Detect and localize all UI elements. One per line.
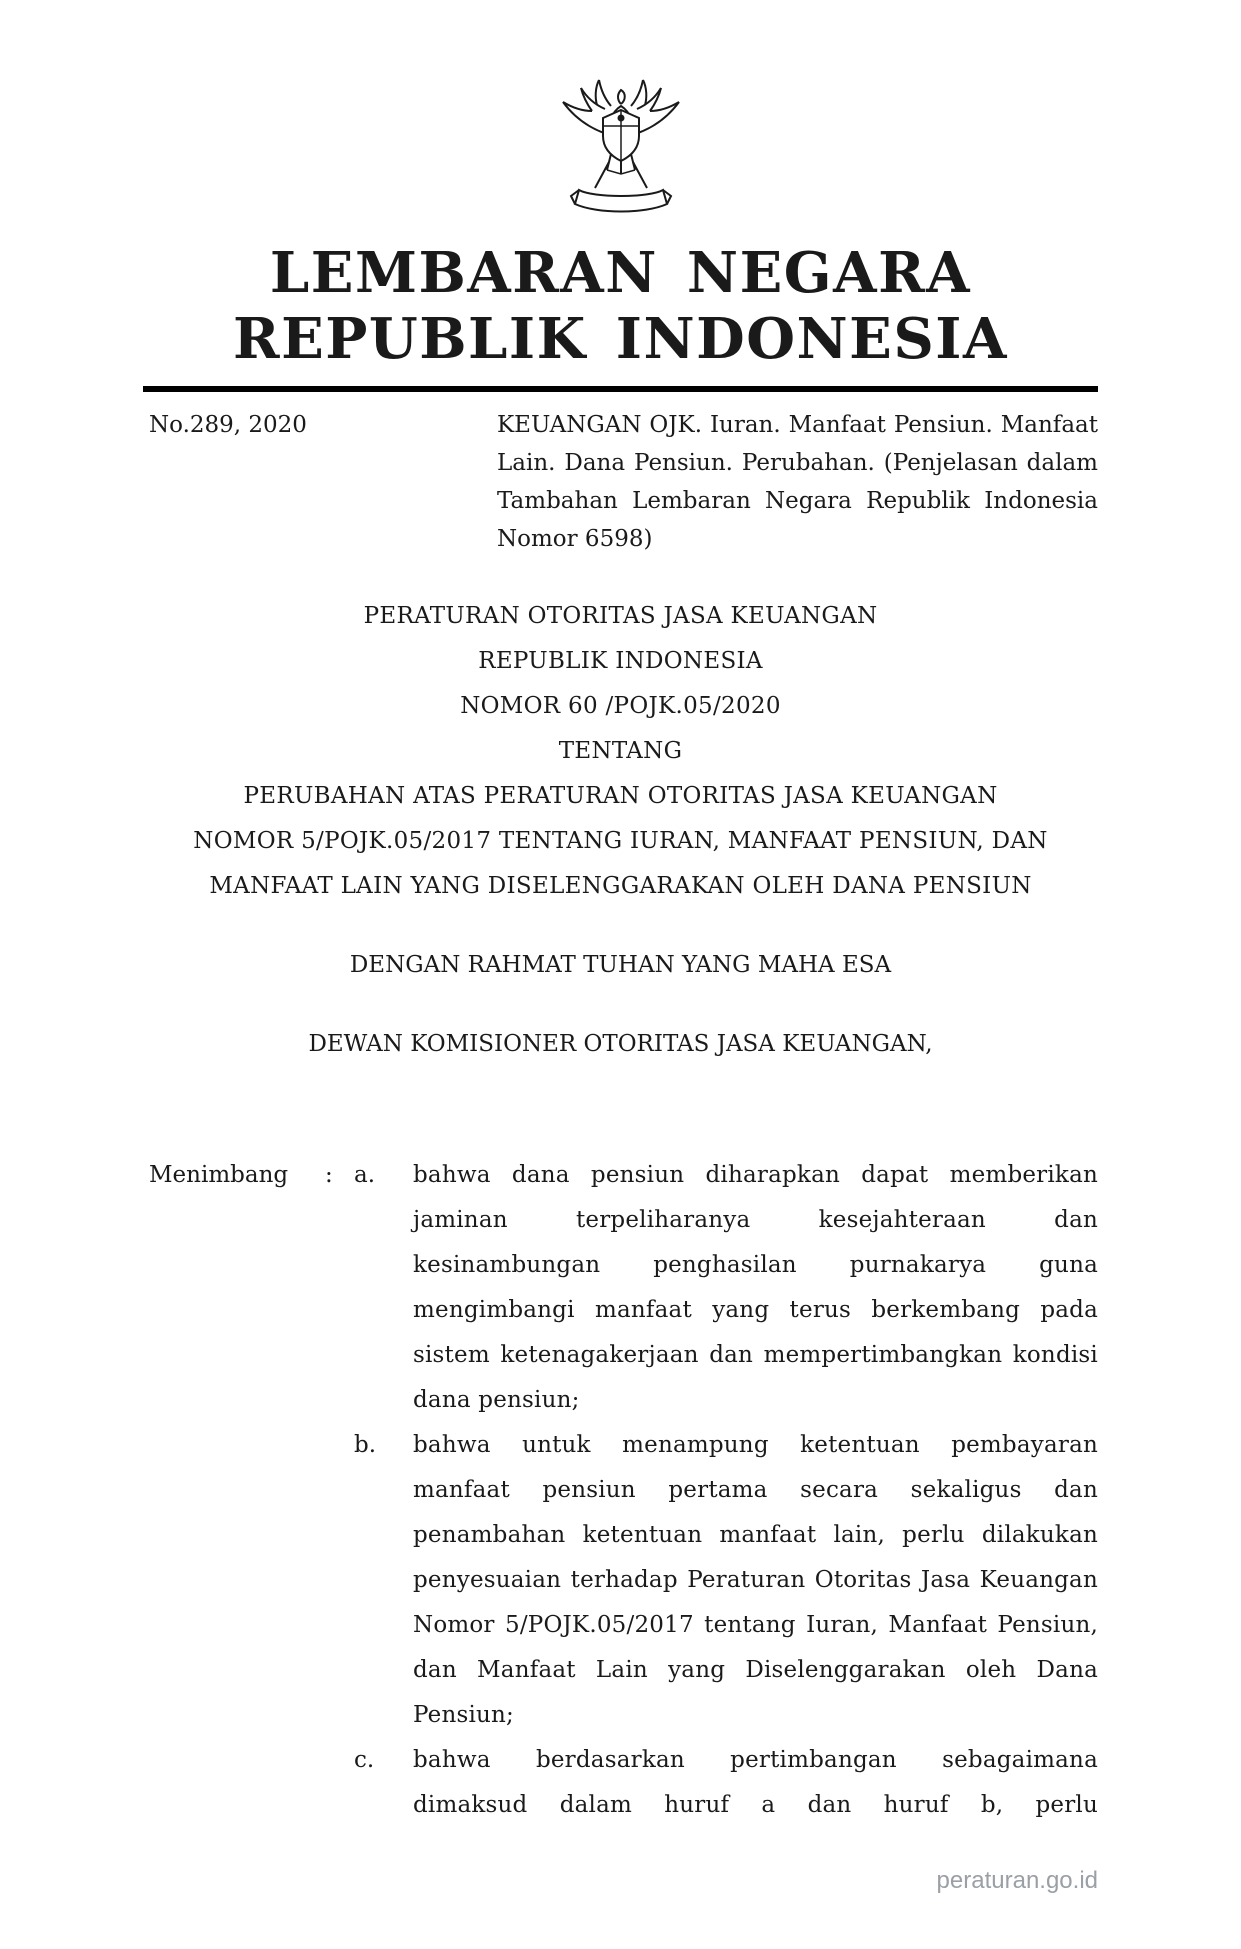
invocation-line: DENGAN RAHMAT TUHAN YANG MAHA ESA xyxy=(349,952,892,978)
authority-line: DEWAN KOMISIONER OTORITAS JASA KEUANGAN, xyxy=(308,1031,933,1057)
item-text-c: bahwa berdasarkan pertimbangan sebagaimana dimaksud dalam huruf a dan huruf b, perlu xyxy=(413,1747,1098,1818)
masthead-title xyxy=(143,240,1098,372)
menimbang-colon-spacer-c xyxy=(325,1738,354,1828)
item-letter-a: a. xyxy=(354,1162,376,1188)
item-text-a: bahwa dana pensiun diharapkan dapat memberikan jaminan terpeliharanya kesejahteraan dan kesinambungan penghasilan purnakarya guna mengimbangi manfaat yang terus berkembang pada sistem ketenagakerjaan dan mempertimbangkan kondisi dana pensiun; xyxy=(413,1162,1098,1413)
emblem-container xyxy=(143,0,1098,222)
regulation-title-line-1: PERATURAN OTORITAS JASA KEUANGAN xyxy=(363,603,878,629)
masthead-line-2: REPUBLIK INDONESIA xyxy=(233,306,1008,372)
item-letter-c: c. xyxy=(354,1747,375,1773)
menimbang-colon-spacer-b xyxy=(325,1423,354,1738)
header-meta-row xyxy=(143,406,1098,558)
regulation-title-line-5: PERUBAHAN ATAS PERATURAN OTORITAS JASA KEUANGAN xyxy=(243,783,998,809)
garuda-pancasila-emblem xyxy=(550,74,692,222)
item-text-b: bahwa untuk menampung ketentuan pembayaran manfaat pensiun pertama secara sekaligus dan penambahan ketentuan manfaat lain, perlu dilakukan penyesuaian terhadap Peraturan Otoritas Jasa Keuangan Nomor 5/POJK.05/2017 tentang Iuran, Manfaat Pensiun, dan Manfaat Lain yang Diselenggarakan oleh Dana Pensiun; xyxy=(413,1432,1098,1728)
menimbang-label-spacer-b xyxy=(143,1423,325,1738)
regulation-title-line-3: NOMOR 60 /POJK.05/2020 xyxy=(460,693,781,719)
considerations-section xyxy=(143,1153,1098,1828)
consideration-item-b xyxy=(143,1423,1098,1738)
menimbang-label: Menimbang xyxy=(149,1162,289,1188)
regulation-title xyxy=(143,594,1098,909)
issue-number: No.289, 2020 xyxy=(149,412,307,438)
subject-summary: KEUANGAN OJK. Iuran. Manfaat Pensiun. Manfaat Lain. Dana Pensiun. Perubahan. (Penjelasan dalam Tambahan Lembaran Negara Republik Indonesia Nomor 6598) xyxy=(497,412,1098,552)
item-letter-b: b. xyxy=(354,1432,377,1458)
masthead-rule xyxy=(143,386,1098,392)
footer-watermark: peraturan.go.id xyxy=(936,1867,1098,1894)
consideration-item-a xyxy=(143,1153,1098,1423)
consideration-item-c xyxy=(143,1738,1098,1828)
regulation-title-line-6: NOMOR 5/POJK.05/2017 TENTANG IURAN, MANFAAT PENSIUN, DAN xyxy=(193,828,1048,854)
menimbang-label-spacer-c xyxy=(143,1738,325,1828)
regulation-title-line-2: REPUBLIK INDONESIA xyxy=(478,648,763,674)
masthead-line-1: LEMBARAN NEGARA xyxy=(269,240,972,306)
regulation-title-line-4: TENTANG xyxy=(558,738,683,764)
menimbang-colon: : xyxy=(325,1162,333,1188)
regulation-title-line-7: MANFAAT LAIN YANG DISELENGGARAKAN OLEH DANA PENSIUN xyxy=(209,873,1032,899)
